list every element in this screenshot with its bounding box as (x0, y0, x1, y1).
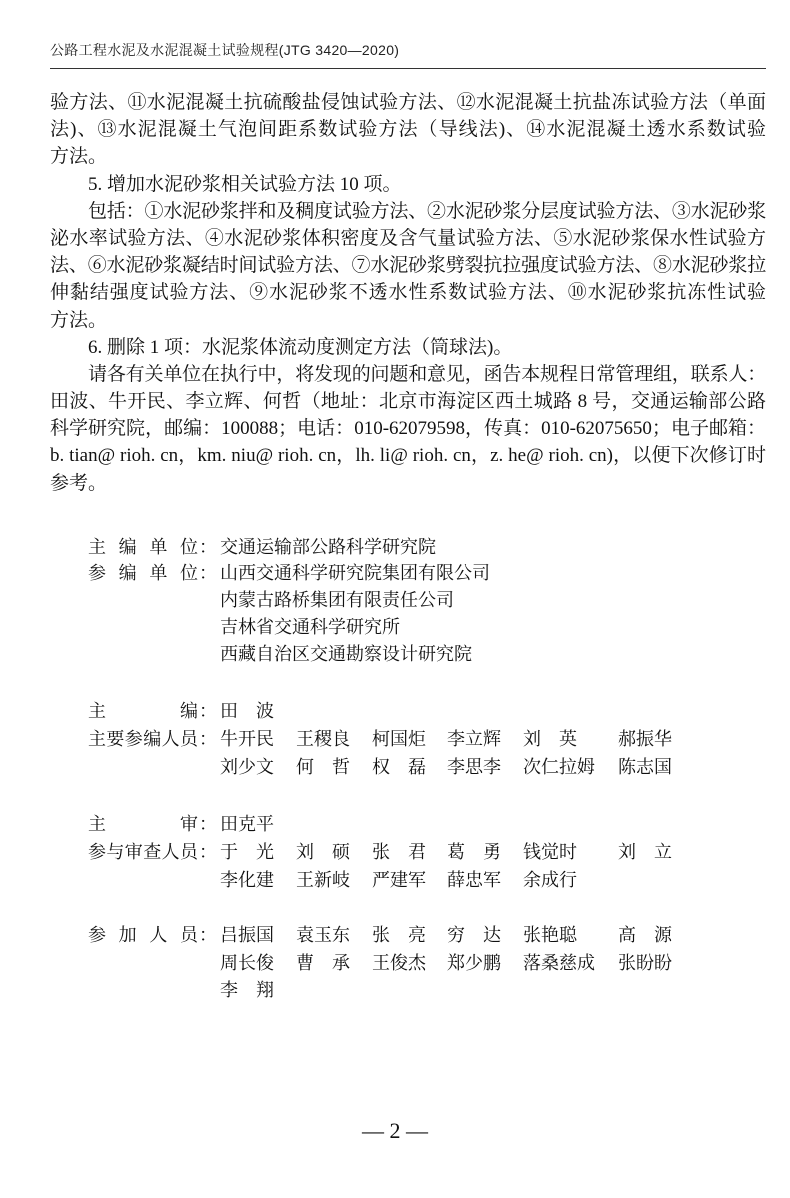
person-name: 吕振国 (220, 925, 274, 945)
chief-unit: 交通运输部公路科学研究院 (220, 537, 436, 557)
person-name: 田克平 (220, 814, 274, 834)
participants-row (88, 976, 768, 1002)
credit-label: 主编 (88, 701, 198, 721)
person-name: 刘 立 (618, 842, 672, 862)
person-name: 郝振华 (618, 729, 672, 749)
text-line: 方法。 (50, 309, 108, 331)
person-name: 刘 硕 (296, 842, 350, 862)
person-name: 陈志国 (618, 756, 672, 777)
colon: ： (199, 842, 217, 862)
person-name: 余成行 (523, 869, 577, 890)
participants-row (88, 921, 768, 947)
person-name: 李 翔 (220, 980, 274, 1000)
colon: ： (199, 729, 217, 749)
text-line: 包括：①水泥砂浆拌和及稠度试验方法、②水泥砂浆分层度试验方法、③水泥砂浆 (88, 200, 766, 222)
credit-label: 参编单位 (88, 563, 198, 583)
person-name: 穷 达 (447, 925, 501, 945)
person-name: 张 亮 (372, 925, 426, 945)
text-line: 科学研究院，邮编：100088；电话：010-62079598，传真：010-62075650；电子邮箱： (50, 418, 766, 440)
participating-unit-row (88, 586, 768, 612)
text-line: b. tian@ rioh. cn，km. niu@ rioh. cn，lh. li@ rioh. cn，z. he@ rioh. cn)，以便下次修订时 (50, 445, 766, 467)
person-name: 钱觉时 (523, 842, 577, 862)
person-name: 张 君 (372, 842, 426, 862)
participating-unit-row (88, 559, 768, 585)
text-line: 参考。 (50, 472, 108, 494)
credit-label: 参与审查人员 (88, 842, 198, 862)
text-line: 验方法、⑪水泥混凝土抗硫酸盐侵蚀试验方法、⑫水泥混凝土抗盐冻试验方法（单面 (50, 92, 766, 113)
person-name: 柯国炬 (372, 729, 426, 749)
text-line: 泌水率试验方法、④水泥砂浆体积密度及含气量试验方法、⑤水泥砂浆保水性试验方 (50, 227, 766, 249)
colon: ： (199, 814, 217, 834)
colon: ： (199, 701, 217, 721)
text-line: 法)、⑬水泥混凝土气泡间距系数试验方法（导线法)、⑭水泥混凝土透水系数试验 (50, 119, 766, 141)
person-name: 李立辉 (447, 729, 501, 749)
person-name: 葛 勇 (447, 842, 501, 862)
participating-unit: 吉林省交通科学研究所 (220, 617, 400, 637)
chief-unit-row (88, 533, 768, 559)
person-name: 张艳聪 (523, 925, 577, 945)
person-name: 刘 英 (523, 729, 577, 749)
reviewers-row (88, 838, 768, 864)
person-name: 何 哲 (296, 756, 350, 777)
page-number: — 2 — (362, 1118, 428, 1143)
participating-unit-row (88, 640, 768, 666)
reviewers-row (88, 866, 768, 892)
person-name: 李思李 (447, 756, 501, 777)
chief-editor-row (88, 697, 768, 723)
colon: ： (199, 537, 217, 557)
text-line: 6. 删除 1 项：水泥浆体流动度测定方法（筒球法)。 (88, 336, 513, 358)
person-name: 高 源 (618, 925, 672, 945)
text-line: 法、⑥水泥砂浆凝结时间试验方法、⑦水泥砂浆劈裂抗拉强度试验方法、⑧水泥砂浆拉 (50, 255, 766, 277)
main-editors-row (88, 725, 768, 751)
person-name: 于 光 (220, 842, 274, 862)
credit-label: 参加人员 (88, 925, 198, 945)
participating-unit: 山西交通科学研究院集团有限公司 (220, 563, 490, 583)
text-line: 田波、牛开民、李立辉、何哲（地址：北京市海淀区西土城路 8 号，交通运输部公路 (50, 391, 766, 413)
person-name: 落桑慈成 (523, 952, 595, 973)
person-name: 权 磊 (372, 756, 426, 777)
running-header: 公路工程水泥及水泥混凝土试验规程(JTG 3420—2020) (50, 42, 400, 58)
person-name: 严建军 (372, 869, 426, 890)
person-name: 郑少鹏 (447, 952, 501, 973)
text-line: 5. 增加水泥砂浆相关试验方法 10 项。 (88, 173, 402, 195)
person-name: 袁玉东 (296, 925, 350, 945)
body-text (50, 89, 766, 497)
person-name: 张盼盼 (618, 952, 672, 973)
credit-label: 主审 (88, 814, 198, 834)
main-editors-row (88, 753, 768, 779)
credit-label: 主编单位 (88, 537, 198, 557)
person-name: 田 波 (220, 701, 274, 721)
header-rule (50, 68, 766, 69)
participating-unit: 内蒙古路桥集团有限责任公司 (220, 590, 454, 610)
person-name: 刘少文 (220, 756, 274, 777)
person-name: 李化建 (220, 869, 274, 890)
person-name: 王俊杰 (372, 952, 426, 973)
colon: ： (199, 563, 217, 583)
colon: ： (199, 925, 217, 945)
text-line: 请各有关单位在执行中，将发现的问题和意见，函告本规程日常管理组，联系人： (88, 363, 766, 385)
participants-row (88, 949, 768, 975)
text-line: 方法。 (50, 146, 108, 168)
participating-unit: 西藏自治区交通勘察设计研究院 (220, 644, 472, 664)
person-name: 次仁拉姆 (523, 756, 595, 777)
person-name: 薛忠军 (447, 869, 501, 890)
chief-reviewer-row (88, 810, 768, 836)
person-name: 王新岐 (296, 869, 350, 890)
participating-unit-row (88, 613, 768, 639)
person-name: 周长俊 (220, 952, 274, 973)
person-name: 曹 承 (296, 952, 350, 973)
credit-label: 主要参编人员 (88, 729, 198, 749)
text-line: 伸黏结强度试验方法、⑨水泥砂浆不透水性系数试验方法、⑩水泥砂浆抗冻性试验 (50, 282, 766, 304)
person-name: 王稷良 (296, 729, 350, 749)
person-name: 牛开民 (220, 729, 274, 749)
